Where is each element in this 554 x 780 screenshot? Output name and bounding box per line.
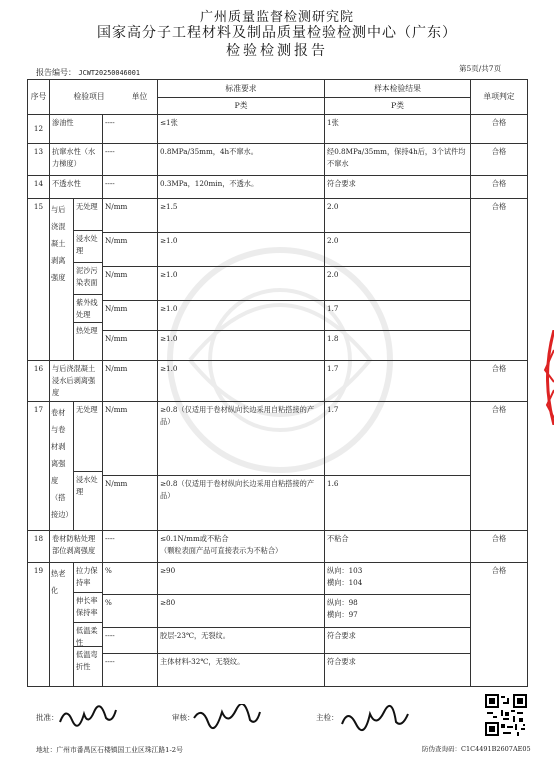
col-header-no: 序号 xyxy=(28,80,50,115)
row-result: 2.0 xyxy=(325,199,471,233)
row-result: 不粘合 xyxy=(325,531,471,563)
standard-line: ≤0.1N/mm或不粘合 xyxy=(160,534,229,543)
sub-header-result: P类 xyxy=(325,98,471,115)
signature-scribble-icon xyxy=(192,704,262,730)
row-unit: ---- xyxy=(103,144,158,176)
row-item: 抗窜水性（水力梯度） xyxy=(50,144,103,176)
table-row xyxy=(28,595,528,627)
row-judgement: 合格 xyxy=(471,361,528,402)
table-row xyxy=(28,361,528,402)
row-standard: ≥90 xyxy=(158,563,325,595)
row-unit: N/mm xyxy=(103,301,158,331)
row-standard: ≥1.0 xyxy=(158,267,325,301)
qr-code-icon xyxy=(485,694,527,736)
row-standard: ≥80 xyxy=(158,595,325,627)
row-standard: 主体材料-32℃，无裂纹。 xyxy=(158,653,325,686)
row-item: 卷材防粘处理部位剥离强度 xyxy=(50,531,103,563)
row-result xyxy=(325,595,471,627)
row-standard: ≥0.8（仅适用于卷材纵向长边采用自粘搭接的产品） xyxy=(158,476,325,531)
result-transverse: 横向：97 xyxy=(327,610,358,620)
row-result: 1张 xyxy=(325,115,471,144)
row-unit: ---- xyxy=(103,653,158,686)
table-row xyxy=(28,476,528,531)
main-inspector-label: 主检： xyxy=(316,713,339,722)
col-header-item xyxy=(50,80,158,115)
page-info: 第5页/共7页 xyxy=(459,64,502,73)
sub-item-name: 泥沙污染表面 xyxy=(74,263,102,295)
row-result: 符合要求 xyxy=(325,627,471,653)
table-row xyxy=(28,199,528,233)
row-unit: N/mm xyxy=(103,267,158,301)
sub-item-name: 无处理 xyxy=(74,199,102,231)
col-header-unit: 单位 xyxy=(131,92,148,101)
row-result: 2.0 xyxy=(325,267,471,301)
sub-item-name: 伸长率保持率 xyxy=(74,593,102,623)
row-standard: ≥1.5 xyxy=(158,199,325,233)
sub-item-name: 热处理 xyxy=(76,326,98,335)
address: 地址：广州市番禺区石楼镇国工业区珠江路1-2号 xyxy=(36,746,183,754)
col-header-judgement: 单项判定 xyxy=(471,80,528,115)
sub-item-name: 低温弯折性 xyxy=(76,650,98,671)
row-unit: ---- xyxy=(103,176,158,199)
row-item: 热老化 xyxy=(50,563,74,686)
review-label: 审核： xyxy=(172,713,195,722)
row-number: 18 xyxy=(28,531,50,563)
row-unit: N/mm xyxy=(103,233,158,267)
row-standard: ≤1张 xyxy=(158,115,325,144)
row-result: 符合要求 xyxy=(325,653,471,686)
row-unit: N/mm xyxy=(103,361,158,402)
row-judgement: 合格 xyxy=(471,176,528,199)
row-standard: 0.3MPa，120min，不透水。 xyxy=(158,176,325,199)
row-number: 19 xyxy=(28,563,50,687)
row-unit: ---- xyxy=(103,627,158,653)
row-unit: ---- xyxy=(103,115,158,144)
row-standard: ≥1.0 xyxy=(158,331,325,361)
row-result: 1.7 xyxy=(325,361,471,402)
table-row xyxy=(28,176,528,199)
row-group xyxy=(50,563,103,687)
row-judgement: 合格 xyxy=(471,144,528,176)
row-result: 1.7 xyxy=(325,402,471,476)
row-standard: 0.8MPa/35mm，4h不窜水。 xyxy=(158,144,325,176)
table-row xyxy=(28,402,528,476)
row-number: 14 xyxy=(28,176,50,199)
row-standard: ≥1.0 xyxy=(158,233,325,267)
row-item: 不透水性 xyxy=(50,176,103,199)
row-standard: ≥1.0 xyxy=(158,361,325,402)
approve-signature xyxy=(58,704,118,734)
row-item: 与后浇混凝土浸水后剥离强度 xyxy=(50,361,103,402)
sub-item-name: 低温柔性 xyxy=(74,623,102,647)
anti-counterfeit-code: 防伪查询码：C1C4491B2607AE05 xyxy=(422,745,531,753)
row-standard xyxy=(158,531,325,563)
col-header-result: 样本检验结果 xyxy=(325,80,471,98)
row-number: 13 xyxy=(28,144,50,176)
col-header-item-label: 检验项目 xyxy=(73,92,105,101)
approve-label: 批准： xyxy=(36,713,59,722)
sub-item-name: 浸水处理 xyxy=(76,475,98,497)
row-judgement: 合格 xyxy=(471,531,528,563)
table-row xyxy=(28,233,528,267)
table-row xyxy=(28,144,528,176)
row-result: 经0.8MPa/35mm，保持4h后，3个试件均不窜水 xyxy=(325,144,471,176)
result-longitudinal: 纵向：98 xyxy=(327,598,358,608)
row-standard: ≥1.0 xyxy=(158,301,325,331)
row-judgement: 合格 xyxy=(471,199,528,361)
row-judgement: 合格 xyxy=(471,115,528,144)
header-title-3: 检验检测报告 xyxy=(226,43,328,59)
table-row xyxy=(28,531,528,563)
row-result: 1.8 xyxy=(325,331,471,361)
row-item: 卷材与卷材剥离强度（搭接边） xyxy=(50,402,74,530)
row-group xyxy=(50,199,103,361)
sub-item-name: 浸水处理 xyxy=(74,231,102,263)
row-standard: 胶层-23℃，无裂纹。 xyxy=(158,627,325,653)
row-number: 16 xyxy=(28,361,50,402)
result-longitudinal: 纵向：103 xyxy=(327,566,363,575)
row-unit: % xyxy=(103,595,158,627)
row-unit: % xyxy=(103,563,158,595)
row-result: 1.6 xyxy=(325,476,471,531)
review-signature xyxy=(192,704,262,734)
main-inspector-signature xyxy=(340,704,410,736)
header-title-2: 国家高分子工程材料及制品质量检验检测中心（广东） xyxy=(97,25,457,41)
row-unit: N/mm xyxy=(103,402,158,476)
table-row xyxy=(28,653,528,686)
sub-item-name: 拉力保持率 xyxy=(74,563,102,593)
row-result: 2.0 xyxy=(325,233,471,267)
standard-note: （颗粒表面产品可直接表示为不粘合） xyxy=(160,546,283,555)
row-item: 与后浇混凝土剥离强度 xyxy=(50,199,74,360)
result-transverse: 横向：104 xyxy=(327,578,363,587)
row-result: 符合要求 xyxy=(325,176,471,199)
sub-item-name: 紫外线处理 xyxy=(74,295,102,323)
report-number xyxy=(36,67,140,78)
sub-item-name: 无处理 xyxy=(74,402,102,472)
table-row xyxy=(28,301,528,331)
row-number: 17 xyxy=(28,402,50,531)
row-unit: N/mm xyxy=(103,199,158,233)
table-row xyxy=(28,627,528,653)
signature-scribble-icon xyxy=(340,704,410,732)
row-result: 1.7 xyxy=(325,301,471,331)
col-header-standard: 标准要求 xyxy=(158,80,325,98)
report-number-value: JCWT20250046001 xyxy=(78,69,140,77)
report-number-label: 报告编号： xyxy=(36,68,76,77)
row-standard: ≥0.8（仅适用于卷材纵向长边采用自粘搭接的产品） xyxy=(158,402,325,476)
red-seal-edge-icon xyxy=(539,330,554,425)
sub-header-standard: P类 xyxy=(158,98,325,115)
row-unit: N/mm xyxy=(103,476,158,531)
table-row xyxy=(28,563,528,595)
table-row xyxy=(28,115,528,144)
row-group xyxy=(50,402,103,531)
row-item: 渗油性 xyxy=(50,115,103,144)
row-number: 15 xyxy=(28,199,50,361)
table-row xyxy=(28,331,528,361)
row-unit: ---- xyxy=(103,531,158,563)
row-judgement: 合格 xyxy=(471,563,528,687)
header-title-1: 广州质量监督检测研究院 xyxy=(199,10,354,25)
signature-scribble-icon xyxy=(58,704,118,730)
row-result xyxy=(325,563,471,595)
row-judgement: 合格 xyxy=(471,402,528,531)
row-number: 12 xyxy=(28,115,50,144)
table-row xyxy=(28,267,528,301)
results-table xyxy=(27,79,528,687)
row-unit: N/mm xyxy=(103,331,158,361)
